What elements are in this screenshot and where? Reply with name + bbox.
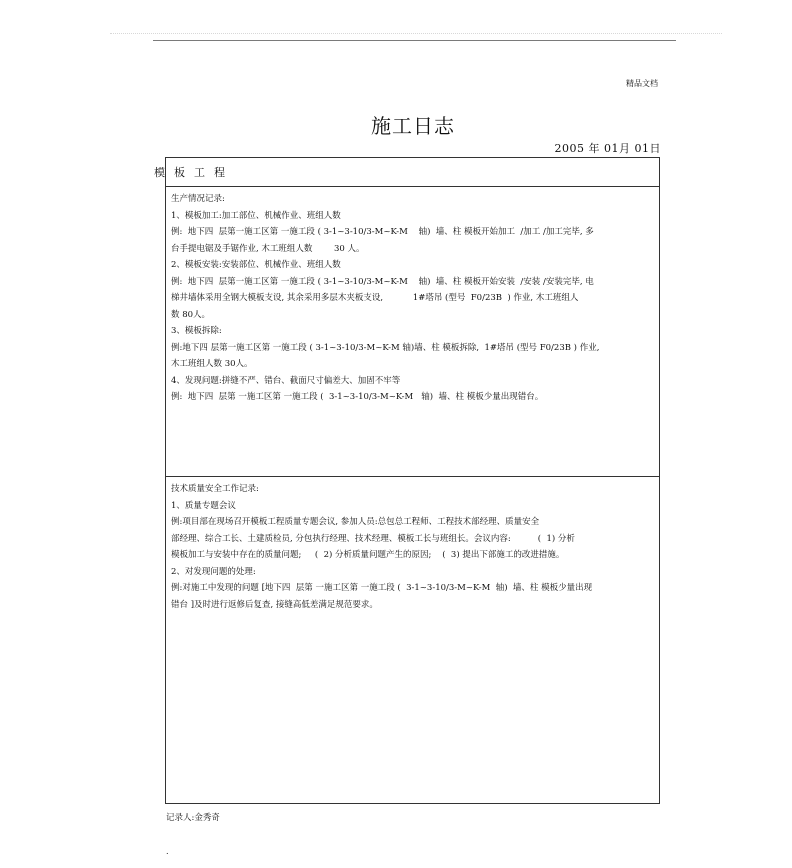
production-line: 4、发现问题:拼缝不严、错台、截面尺寸偏差大、加固不牢等	[171, 375, 401, 386]
recorder-signature: 记录人:金秀奇	[166, 813, 220, 823]
footer-mark: .	[166, 847, 169, 856]
production-line: 例: 地下四 层第一施工区第 一施工段 ( 3-1~3-10/3-M~K-M 轴) 墙、柱 模板开始安装 /安装 /安装完毕, 电	[171, 276, 594, 287]
production-line: 台手提电锯及手锯作业, 木工班组人数 30 人。	[171, 243, 365, 254]
production-heading: 生产情况记录:	[171, 194, 225, 204]
header-note: 精品文档	[626, 79, 658, 88]
quality-line: 1、质量专题会议	[171, 500, 236, 511]
production-line: 例: 地下四 层第 一施工区第 一施工段 ( 3-1~3-10/3-M~K-M 轴) 墙、柱 模板少量出现错台。	[171, 392, 544, 402]
page-title: 施工日志	[371, 114, 455, 138]
production-line: 例:地下四 层第一施工区第 一施工段 ( 3-1~3-10/3-M~K-M 轴)墙、柱 模板拆除, 1#塔吊 (型号 F0/23B ) 作业,	[171, 342, 600, 353]
production-line: 木工班组人数 30人。	[171, 359, 253, 369]
production-line: 例: 地下四 层第一施工区第 一施工段 ( 3-1~3-10/3-M~K-M 轴) 墙、柱 模板开始加工 /加工 /加工完毕, 多	[171, 227, 594, 237]
production-line: 数 80人。	[171, 309, 211, 320]
quality-line: 例:项目部在现场召开模板工程质量专题会议, 参加人员:总包总工程师、工程技术部经理、质量安全	[171, 517, 540, 527]
log-date: 2005 年 01月 01日	[554, 142, 661, 155]
log-table	[154, 157, 660, 804]
production-record-cell	[166, 187, 659, 477]
quality-line: 2、对发现问题的处理:	[171, 566, 256, 577]
section-label: 模板工程	[154, 166, 234, 179]
header-rule	[153, 40, 676, 41]
top-dotted-line	[110, 33, 722, 34]
quality-line: 部经理、综合工长、土建质检员, 分包执行经理、技术经理、模板工长与班组长。会议内容: ( 1) 分析	[171, 533, 575, 544]
quality-record-cell	[166, 477, 659, 803]
quality-heading: 技术质量安全工作记录:	[171, 484, 259, 494]
production-line: 梯井墙体采用全钢大模板支设, 其余采用多层木夹板支设, 1#塔吊 (型号 F0/23B ) 作业, 木工班组人	[171, 293, 579, 303]
production-line: 3、模板拆除:	[171, 326, 222, 336]
quality-line: 错台 ]及时进行返修后复查, 接缝高低差满足规范要求。	[171, 599, 378, 610]
quality-line: 例:对施工中发现的问题 [地下四 层第 一施工区第 一施工段 ( 3-1~3-10/3-M~K-M 轴) 墙、柱 模板少量出现	[171, 583, 593, 593]
section-header-row	[154, 158, 659, 187]
quality-line: 模板加工与安装中存在的质量问题; ( 2) 分析质量问题产生的原因; ( 3) 提出下部施工的改进措施。	[171, 550, 565, 560]
production-line: 1、模板加工:加工部位、机械作业、班组人数	[171, 210, 341, 221]
production-line: 2、模板安装:安装部位、机械作业、班组人数	[171, 260, 341, 270]
